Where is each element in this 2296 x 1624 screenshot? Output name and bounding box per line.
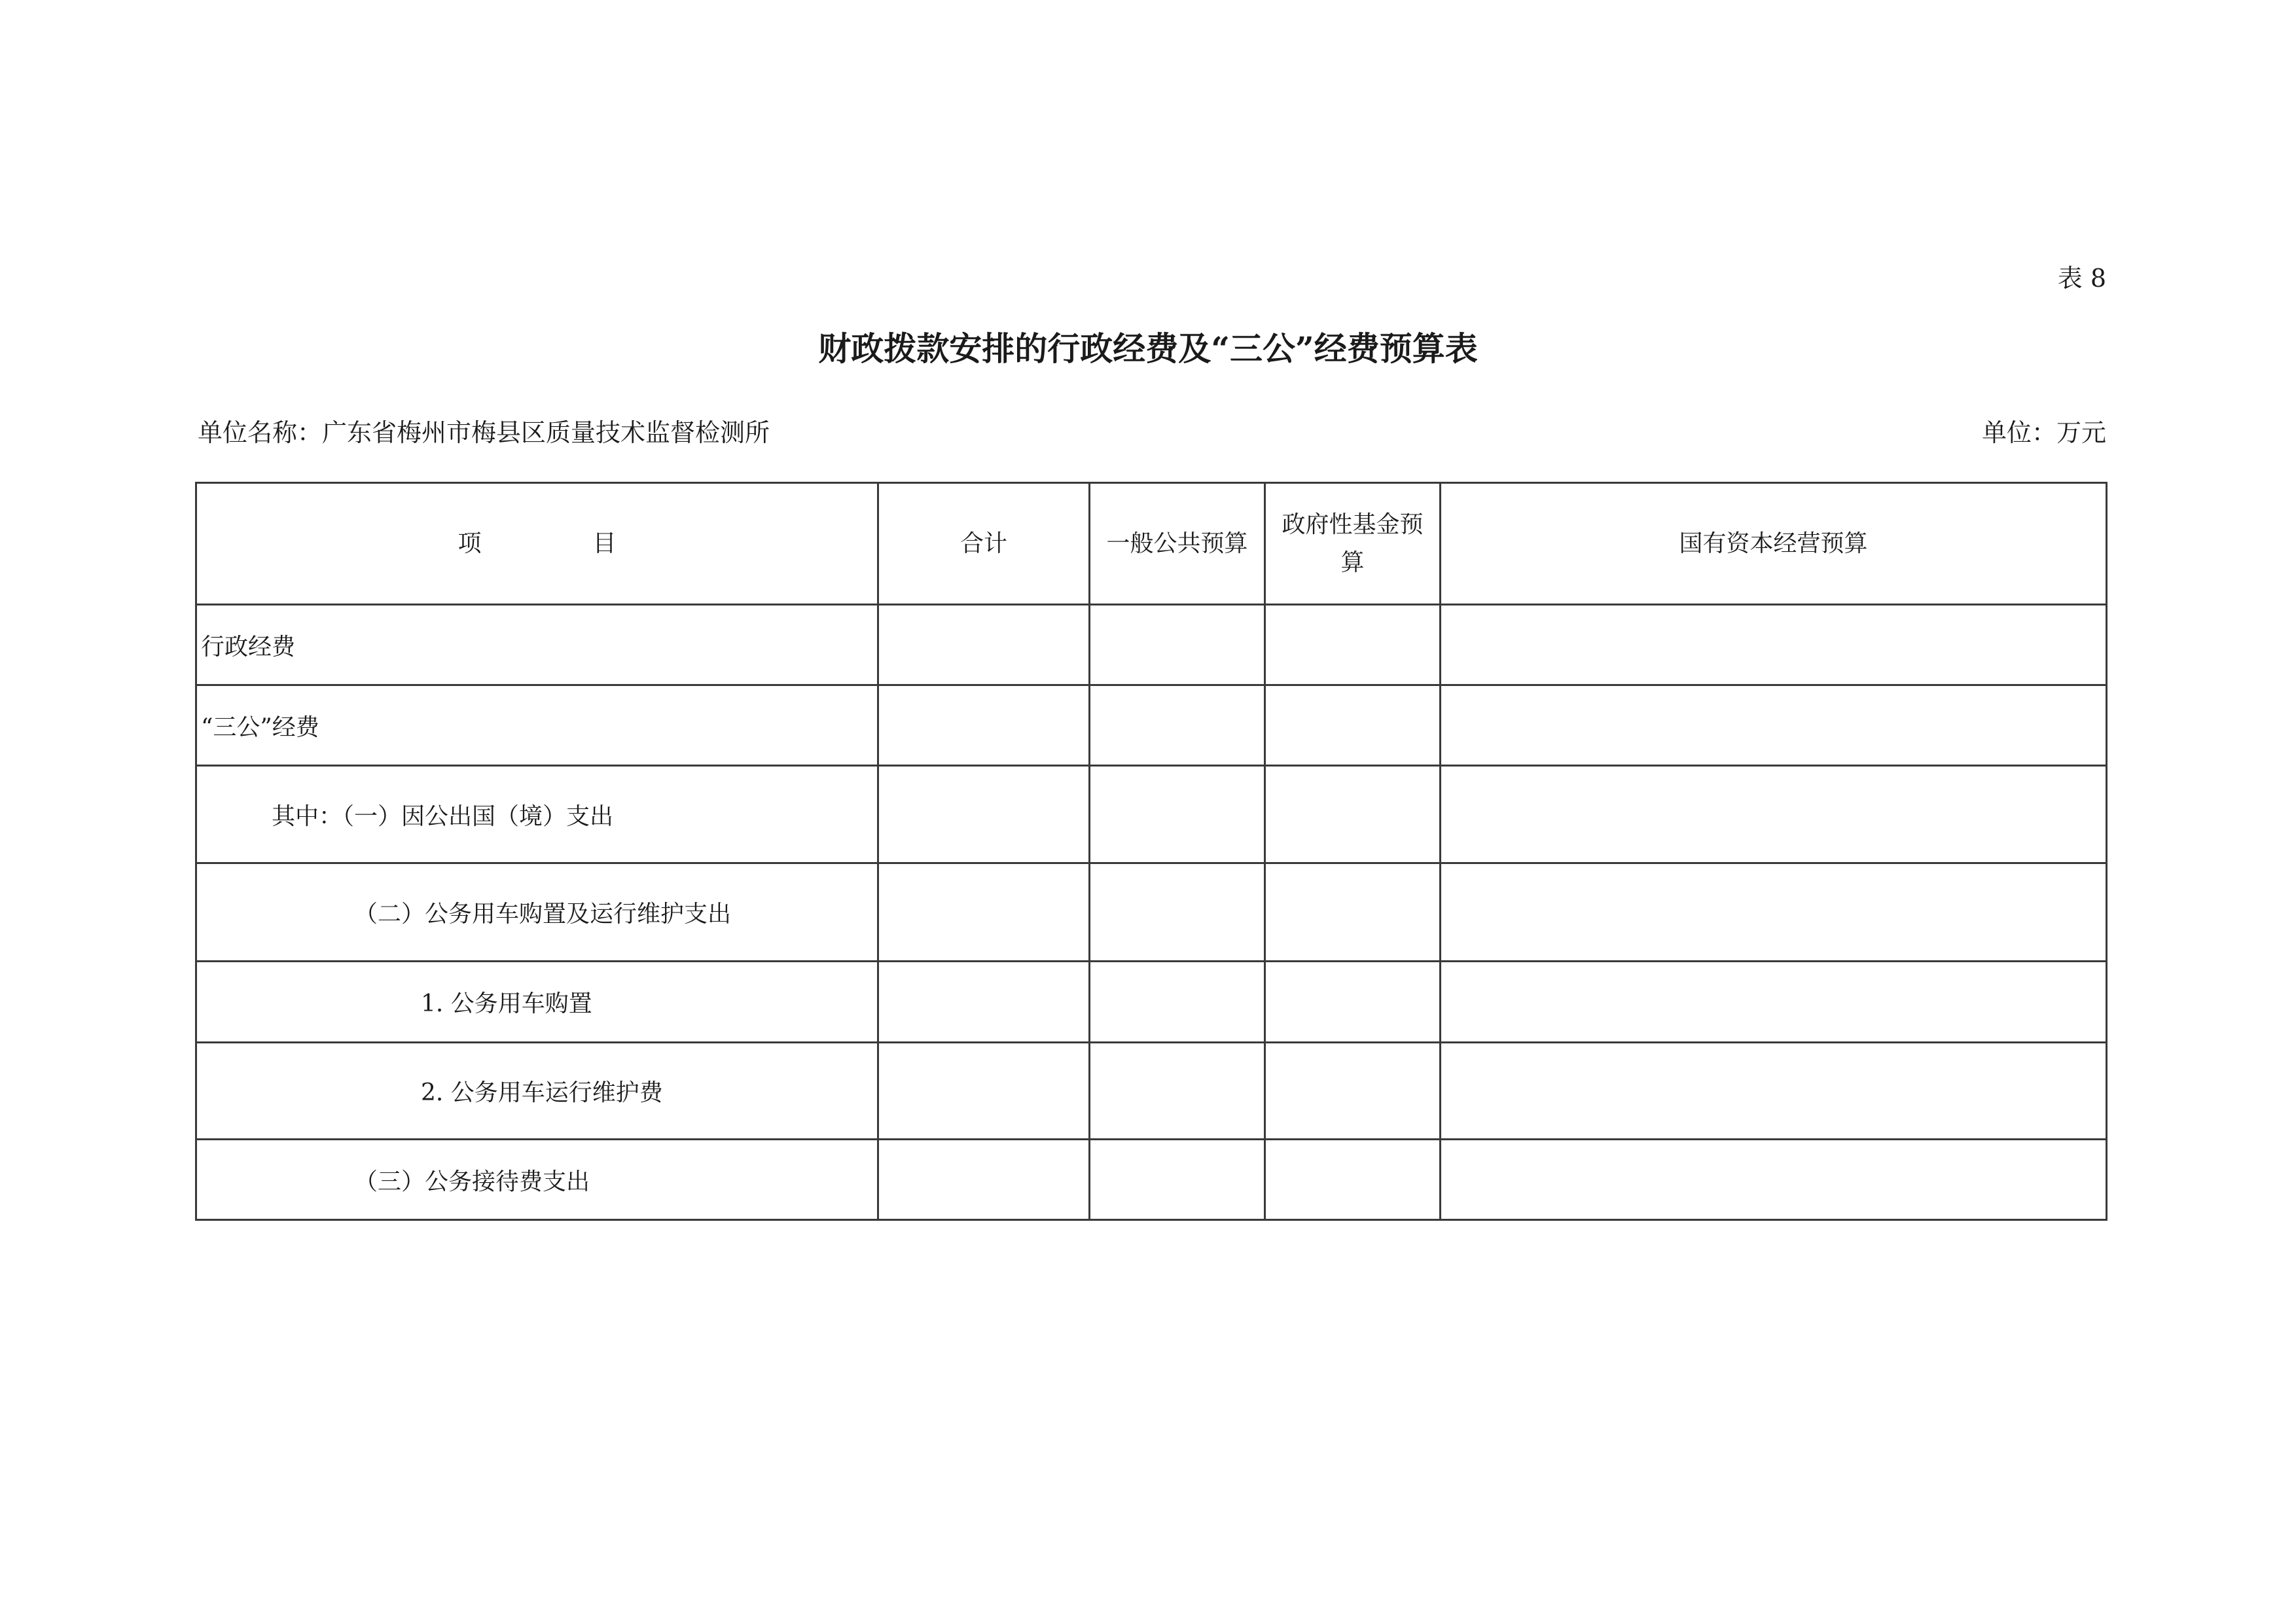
cell-state-capital: [1441, 766, 2107, 863]
row-label-vehicle-expenses: （二）公务用车购置及运行维护支出: [196, 863, 878, 962]
cell-state-capital: [1441, 1043, 2107, 1140]
unit-label: 单位：万元: [1981, 418, 2106, 447]
row-label-vehicle-purchase: 1. 公务用车购置: [196, 962, 878, 1043]
cell-gov-fund: [1265, 1140, 1441, 1220]
cell-total: [878, 1043, 1090, 1140]
cell-general-public: [1090, 605, 1265, 685]
cell-gov-fund: [1265, 766, 1441, 863]
table-row: [196, 1043, 2107, 1140]
cell-gov-fund: [1265, 605, 1441, 685]
cell-total: [878, 962, 1090, 1043]
cell-general-public: [1090, 1140, 1265, 1220]
row-label-overseas-travel: 其中：（一）因公出国（境）支出: [196, 766, 878, 863]
unit-name: 单位名称：广东省梅州市梅县区质量技术监督检测所: [198, 418, 770, 447]
cell-total: [878, 685, 1090, 766]
table-number: 表 8: [2057, 264, 2106, 293]
cell-general-public: [1090, 685, 1265, 766]
cell-total: [878, 605, 1090, 685]
header-item-b: 目: [592, 530, 617, 557]
table-row: [196, 685, 2107, 766]
header-total: 合计: [878, 483, 1090, 605]
table-row: [196, 605, 2107, 685]
page-title: 财政拨款安排的行政经费及“三公”经费预算表: [818, 329, 1478, 368]
row-label-reception-expenses: （三）公务接待费支出: [196, 1140, 878, 1220]
table-row: [196, 863, 2107, 962]
header-general-public-budget: 一般公共预算: [1090, 483, 1265, 605]
cell-state-capital: [1441, 605, 2107, 685]
cell-general-public: [1090, 962, 1265, 1043]
header-gov-fund-line1: 政府性基金预: [1282, 511, 1424, 538]
cell-total: [878, 863, 1090, 962]
table-row: [196, 1140, 2107, 1220]
cell-gov-fund: [1265, 685, 1441, 766]
cell-gov-fund: [1265, 962, 1441, 1043]
cell-general-public: [1090, 766, 1265, 863]
header-item-a: 项: [457, 530, 482, 557]
cell-gov-fund: [1265, 863, 1441, 962]
header-gov-fund-budget: [1265, 483, 1441, 605]
cell-total: [878, 1140, 1090, 1220]
table-row: [196, 962, 2107, 1043]
header-gov-fund-line2: 算: [1340, 549, 1365, 576]
cell-general-public: [1090, 1043, 1265, 1140]
row-label-vehicle-maintenance: 2. 公务用车运行维护费: [196, 1043, 878, 1140]
cell-total: [878, 766, 1090, 863]
cell-gov-fund: [1265, 1043, 1441, 1140]
cell-state-capital: [1441, 962, 2107, 1043]
cell-state-capital: [1441, 685, 2107, 766]
cell-state-capital: [1441, 1140, 2107, 1220]
table-header-row: [196, 483, 2107, 605]
row-label-three-public: “三公”经费: [196, 685, 878, 766]
meta-row: [198, 416, 2106, 449]
budget-table: [195, 482, 2108, 1221]
header-state-capital-budget: 国有资本经营预算: [1441, 483, 2107, 605]
row-label-admin-expenses: 行政经费: [196, 605, 878, 685]
table-row: [196, 766, 2107, 863]
cell-general-public: [1090, 863, 1265, 962]
cell-state-capital: [1441, 863, 2107, 962]
header-item: [196, 483, 878, 605]
